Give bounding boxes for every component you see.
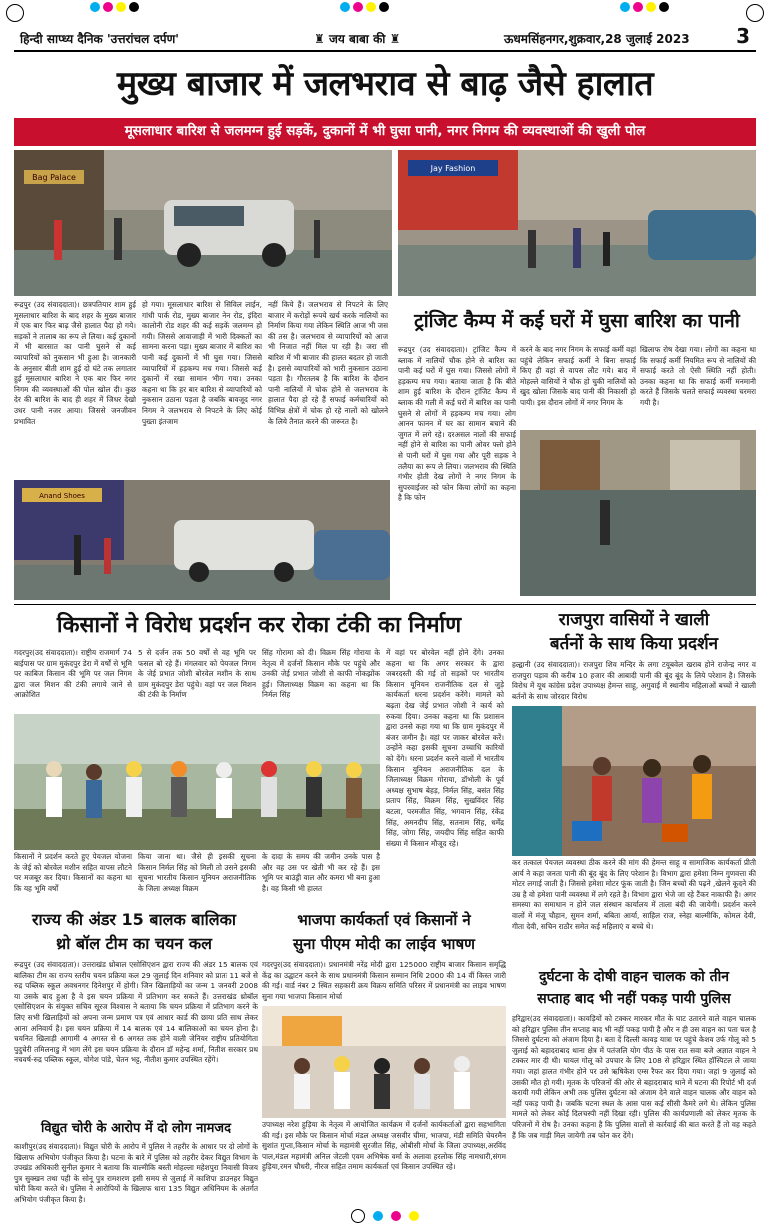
farmers-body-col2: 5 से दर्जन तक 50 वर्षों से वह भूमि पर फसल बो रहे हैं। मंगलवार को पेयजल निगम के जेई प्रभात जोशी बोरवेल मशीन के साथ ग्राम मुकंदपुर डेरा पहुंचे। वहां पर जल मिशन की टंकी के निर्माण xyxy=(138,648,256,700)
electricity-body: काशीपुर(उद संवाददाता)। विद्युत चोरी के आरोप में पुलिस ने तहरीर के आधार पर दो लोगों के खिलाफ अभियोग पंजीकृत किया है। घटना के बारे में पुलिस को तहरीर देकर विद्युत विभाग के उपखंड अधिकारी सुनील कुमार ने बताया कि वाल्मीकि बस्ती मोहल्ला महेशपुरा निवासी विजय पुत्र सुक्खन तथा पही के सोनू पुत्र रामशरण इसी समय से जुलाई में काशिपा डाउनहर विद्युत चोरी किया करते थे। पुलिस ने आरोपियों के खिलाफ धारा 135 विद्युत अधिनियम के अंतर्गत अभियोग पंजीकृत किया है। xyxy=(14,1142,258,1204)
rajpura-photo xyxy=(512,706,756,856)
farmers-caption-col2: किया जाना था। जैसे ही इसकी सूचना किसान निर्मल सिंह को मिली तो उसने इसकी सूचना भारतीय किसान यूनियन अराजनीतिक के जिला अध्यक्ष विक्रम xyxy=(138,852,256,893)
flood-photo-1 xyxy=(14,150,392,296)
transit-photo xyxy=(520,430,756,596)
lead-body-col3: नहीं किये हैं। जलभराव से निपटने के लिए बाजार में करोड़ों रूपये खर्च करके नालियों का निर्माण किया गया लेकिन स्थिति आज भी जस की तस है। जलभराव से व्यापारियों को आज भी निजात नहीं मिल पा रही है। जरा सी बारिश में भी बाजार की हालत बदतर हो जाती है। इससे व्यापारियों को भारी नुकसान उठाना पड़ता है। गौरतलब है कि बारिश के दौरान पानी नालियों में चोक होने से जलभराव के हालात पैदा हो रहे हैं सफाई कर्मचारियों को विभिन्न क्षेत्रों में चोक हो रहे नालों को खोलने के लिये तैनात करने की जरूरत है। xyxy=(268,300,388,426)
divider xyxy=(14,604,756,605)
color-dot xyxy=(391,1211,401,1221)
transit-body-col2: करने के बाद नगर निगम के सफाई कर्मी वहां पहुंचे लेकिन सफाई कर्मी ने बिना सफाई किए ही वहां से वापस लौट गये। बाद में मोहल्ले वासियों ने चौक हो चुकी नालियों को खुद खोला जिसके बाद पानी की निकासी हो पायी। इस दौरान लोगों में नगर निगम के xyxy=(520,345,636,407)
registration-mark xyxy=(746,4,764,22)
color-strip xyxy=(90,2,139,12)
rajpura-headline-line1: राजपुरा वासियों ने खाली xyxy=(558,610,710,630)
shop-sign: Jay Fashion xyxy=(430,164,476,173)
farmers-body-col4: में वहां पर बोरवेल नहीं होने देंगे। उनका कहना था कि अगर सरकार के द्वारा जबरदस्ती की गई तो सड़कों पर भारतीय किसान यूनियन राजनीतिक दल से जुड़े कार्यकर्ता धरना प्रदर्शन करेंगे। मामले को बढ़ता देख जेई प्रभात जोशी ने कार्य को रुकवा दिया। उनका कहना था कि प्रशासन द्वारा उनसे कहा गया था कि ग्राम मुकंदपुर में बंजर जमीन है। वहां पर जाकर बोरवेल करें। उन्होंने कहा इसकी सूचना उच्चाधि कारियों को देंगे। धरना प्रदर्शन करने वालों में भारतीय किसान यूनियन अराजनीतिक दल के जिलाध्यक्ष विक्रम गोराया, डॉभोली के पूर्व अध्यक्ष सुभाष बेहड़, निर्मल सिंह, बसंत सिंह प्रताप सिंह, विक्रम सिंह, सुखविंदर सिंह बटला, परमजीत सिंह, भगवान सिंह, रंकेंद्र सिंह, अमनदीप सिंह, सतनाम सिंह, धर्मेंद्र सिंह, जोगा सिंह, जयदीप सिंह सहित काफी संख्या में किसान मौजूद रहे। xyxy=(386,648,504,848)
lead-body-col2: हो गया। मूसलाधार बारिश से सिविल लाईन, गांधी पार्क रोड, मुख्य बाजार नेन रोड, इंदिरा कालोनी रोड शहर की कई सड़कें जलमग्न हो गयी। जिससे आवाजाही में भारी दिक्कतों का सामना करना पड़ा। मुख्य बाजार में बारिश का पानी कई दुकानों में भी घुस गया। जिससे व्यापारियों में हड़कम्प मच गया। जिससे कई दुकानों में रखा सामान भीग गया। उनका कहना था कि हर बार बारिश से व्यापारियों को नुकसान उठाना पड़ता है जबकि बावजूद नगर निगम ने जलभराव से निपटने के लिए कोई पुख्ता इंतजाम xyxy=(142,300,262,426)
shop-sign: Anand Shoes xyxy=(39,492,85,500)
girls-body: रूद्रपुर (उद संवाददाता)। उत्तराखंड थ्रोबाल एसोसिएशन द्वारा राज्य की अंडर 15 बालक एवं बालिका टीम का राज्य स्तरीय चयन प्रक्रिया कल 29 जुलाई दिन शनिवार को प्रातः 11 बजे से रुद्र पब्लिक स्कूल अवधनगर दिनेशपुर में होगी। जिन खिलाड़ियों का जन्म 1 जनवरी 2008 या उसके बाद हुआ है वे इस चयन प्रक्रिया में प्रतिभाग कर सकते हैं। उत्तराखंड थ्रोबॉल एसोसिएशन के संयुक्त सचिव सूरज विश्वास ने बताया कि चयन प्रक्रिया में प्रतिभाग करने के लिए सभी खिलाड़ियों को अपना जन्म प्रमाण पत्र एवं आधार कार्ड की छाया प्रति साथ लेकर आना अनिवार्य है। इस चयन प्रक्रिया में 14 बालक एवं 14 बालिकाओं का चयन होना है। चयनित खिलाड़ी आगामी 4 अगस्त से 6 अगस्त तक होने वाली जेनियर राष्ट्रीय प्रतियोगिता पुदुचेरी तमिलनाडु में भाग लेंगे इस चयन प्रक्रिया के दौरान डॉ महेन्द्र शर्मा, नितीश सरकार प्रथ नचवर्ष-रुद्र पब्लिक स्कूल, योगेश पांडे, चेतन भट्ट, नीतीश कुमार उपस्थित रहेंगे। xyxy=(14,960,258,1065)
slogan: ♜ जय बाबा की ♜ xyxy=(314,32,401,46)
bjp-headline-line2: सुना पीएम मोदी का लाईव भाषण xyxy=(293,935,475,953)
divider xyxy=(14,50,756,52)
color-strip xyxy=(620,2,669,12)
lamp-icon: ♜ xyxy=(389,32,401,46)
lead-body-col1: रूद्रपुर (उद संवाददाता)। छत्रपतियार शाम हुई मूसलाधार बारिश के बाद शहर के मुख्य बाजार में एक बार फिर बाढ़ जैसे हालात पैदा हो गये। सड़कों ने तालाब का रूप ले लिया। कई दुकानों में भी बारसात का पानी घुसने से कई व्यापारियों को नुकसान भी हुआ है। जानकारी के अनुसार बीती शाम हुई दो घंटे तक लगातार हुई मूसलाधार बारिश ने एक बार फिर नगर निगम की व्यवस्थाओं की पोल खोल दी। कुछ देर की बारिश के बाद ही शहर में जिधर देखो उधर पानी नजर आया। जिससे जनजीवन प्रभावित xyxy=(14,300,136,426)
registration-mark xyxy=(351,1209,365,1223)
footer-marks xyxy=(0,1206,770,1226)
girls-headline-line2: थ्रो बॉल टीम का चयन कल xyxy=(55,934,212,953)
electricity-headline: विद्युत चोरी के आरोप में दो लोग नामजद xyxy=(41,1121,231,1136)
registration-mark xyxy=(6,4,24,22)
bjp-headline-line1: भाजपा कार्यकर्ता एवं किसानों ने xyxy=(297,911,471,929)
transit-body-col1: रूद्रपुर (उद संवाददाता)। ट्रांजिट कैम्प में ब्लाक में नालियों चौक होने से बारिश का पानी कई घरों में घुस गया। जिससे लोगों में हड़कम्प मच गया। बताया जाता है कि बीते शाम हुई बारिश के दौरान ट्रांजिट कैम्प में ब्लाक की गली में कई घरों में बारिश का पानी घुसने से लोगों में हड़कम्प मच गया। लोग आनन फानन में घर का सामान बचाने की जुगत में लगे रहे। दरअसल नालों की सफाई नहीं होने से बारिश का पानी ओवर फ्लो होने से पानी घरों में घुस गया और पूरी सड़क ने तलैया का रूप ले लिया। जलभराव की स्थिति गंभीर होती देख लोगों ने नगर निगम के सुपरवाईजर को फोन किया लोगों का कहना है कि फोन xyxy=(398,345,516,503)
color-strip xyxy=(340,2,389,12)
rajpura-body: कर तत्काल पेयजल व्यवस्था ठीक करने की मांग की हेमन्त साहू व सामाजिक कार्यकर्ता प्रीती आर्य ने कहा जनता पानी की बूंद बूंद के लिए परेशान है। विभाग द्वारा हमेशा निम्न गुणवत्ता की मोटर लगाई जाती है। जिससे हमेशा मोटर फूंक जाती है। जिन बच्चों की पढ़ने ,खेलने कूदने की उम्र है वो हमेशा पानी व्यवस्था में लगे रहते है। विभाग द्वारा भेजे जा रहे टैंकर नाकाफी है। अगर समस्या का समाधान न होने जल संस्थान कार्यालय में ताला बंदी की जायेगी। प्रदर्शन करने वालों में मंजू चौहान, सुमन शर्मा, बबिता आर्या, साहिल राज, स्नेहा बाल्मीकि, कोमल देवी, गीता देवी, सचिन राठौर समेत कई महिलाएं व बच्चे थे। xyxy=(512,858,756,931)
rajpura-headline-line2: बर्तनों के साथ किया प्रदर्शन xyxy=(549,634,719,654)
accident-headline-line1: दुर्घटना के दोषी वाहन चालक को तीन xyxy=(538,969,730,985)
lead-headline: मुख्य बाजार में जलभराव से बाढ़ जैसे हालात xyxy=(116,64,654,104)
page-number: 3 xyxy=(736,24,750,48)
rajpura-intro: हल्द्वानी (उद संवाददाता)। राजपुरा शिव मन्दिर के लगा टयूबवेल खराब होने राजेन्द्र नगर व राजपुरा पड़ाव की करीब 10 हजार की आबादी पानी की बूंद बूंद के लिये परेशान है। जिसके विरोध में यूथ कांग्रेस प्रदेश उपाध्यक्ष हेमन्त साहू, अगुवाई में स्थानीय महिलाओं बच्चों ने खाली बर्तनों के साथ जोरदार विरोध xyxy=(512,660,756,701)
girls-headline-line1: राज्य की अंडर 15 बालक बालिका xyxy=(31,910,237,929)
dateline: ऊधमसिंहनगर,शुक्रवार,28 जुलाई 2023 xyxy=(504,32,690,46)
farmers-photo xyxy=(14,714,380,850)
accident-body: हरिद्वार(उद संवाददाता)। कावड़ियों को टक्कर मारकर मौत के घाट उतारने वाले वाहन चालक को हरिद्वार पुलिस तीन सप्ताह बाद भी नहीं पकड़ पायी है और न ही उस वाहन का पता चल है जिससे दुर्घटना को अंजाम दिया है। बता दें दिल्ली कावड़ यात्रा पर पहुंचे केशव उर्फ गोलू को 5 जुलाई को बहादराबाद थाना क्षेत्र में पतंजलि योग पीठ के पास रात सवा बजे अज्ञात वाहन ने टक्कर मार दी थी। घायल गोलू को उपचार के लिए 108 से हरिद्वार स्थित हॉस्पिटल ले जाया गया। जहां हालत गंभीर होने पर उसे ऋषिकेश एम्स रैफर कर दिया गया। जहां 9 जुलाई को उसकी मौत हो गयी। मृतक के परिजनों की ओर से बहादराबाद थाने में घटना की रिपोर्ट भी दर्ज करायी गयी लेकिन अभी तक पुलिस दुर्घटना को अंजाम देने वाले वाहन चालक और वाहन को नहीं पकड़ पायी है। जबकि घटना स्थल के आस पास कई सीसी कैमरे लगे थे। लेकिन पुलिस मामले को लेकर कोई दिलचस्पी नहीं दिखा रही। पुलिस की कार्यप्रणाली को लेकर मृतक के परिजनों में रोष है। उनका कहना है कि पुलिस वालों से कार्रवाई की बात करते हैं तो वह कहते हैं कि जब गाड़ी मिल जायेगी तब फोन कर देंगे। xyxy=(512,1014,756,1140)
transit-headline: ट्रांजिट कैम्प में कई घरों में घुसा बारिश का पानी xyxy=(414,310,740,332)
farmers-caption-col3: के दादा के समय की जमीन उनके पास है और वह उस पर खेती भी कर रहे हैं। इस भूमि पर बाउंड्री वाल और कमरा भी बना हुआ है। वह किसी भी हालत xyxy=(262,852,380,893)
farmers-caption-col1: किसानों ने प्रदर्शन करते हुए पेयजल योजना के जेई को बोरवेल मशीन सहित वापस लौटने पर मजबूर कर दिया। किसानों का कहना था कि यह भूमि वर्षों xyxy=(14,852,132,893)
transit-body-col3: खिलाफ रोष देखा गया। लोगों का कहना था कि सफाई कर्मी नियमित रूप से नालियों की सफाई करते तो ऐसी स्थिति नहीं होती। उनका कहना था कि सफाई कर्मी मनमानी करते हैं जिसके चलते सफाई व्यवस्था चरमरा गयी है। xyxy=(640,345,756,407)
flood-photo-3 xyxy=(14,480,390,600)
bjp-body: उपाध्यक्ष नरेश हुड़िया के नेतृत्व में आयोजित कार्यक्रम में दर्जनों कार्यकर्ताओं द्वारा सहभागिता की गई। इस मौके पर किसान मोर्चा मंडल अध्यक्ष जसवीर चीमा, भाजपा, मंडी समिति चेयरमैन सुशांत गुप्ता,किसान मोर्चा के महामंत्री सुरजीत सिंह, ओबीसी मोर्चा के जिला उपाध्यक्ष,अरविंद पाल,मंडल महामंत्री अनिल जेटली एवम अभिषेक वर्मा के अलावा हरलोक सिंह नामधारी,संगम हुड़िया,रमन चौधरी, नीरज सहित तमाम कार्यकर्ता एवं किसान उपस्थित रहे। xyxy=(262,1120,506,1172)
farmers-body-col1: गदरपुर(उद संवाददाता)। राष्ट्रीय राजमार्ग 74 बाईपास पर ग्राम मुकंदपुर डेरा में वर्षों से भूमि पर काबिज किसान की भूमि पर जल निगम द्वारा जल मिशन की टंकी लगाये जाने से आक्रोशित xyxy=(14,648,132,700)
shop-sign: Bag Palace xyxy=(32,173,76,182)
masthead xyxy=(14,26,756,48)
paper-name: हिन्दी साप्ध्य दैनिक 'उत्तरांचल दर्पण' xyxy=(20,32,179,46)
flood-photo-2 xyxy=(398,150,756,296)
bjp-intro: गदरपुर(उद संवाददाता)। प्रधानमंत्री नरेंद्र मोदी द्वारा 125000 राष्ट्रीय बाजार किसान समृद्धि केंद्र का उद्घाटन करने के साथ प्रधानमंत्री किसान सम्मान निधि 2000 की 14 वीं किस्त जारी की गई। वार्ड नंबर 2 स्थित सहकारी क्रय विक्रय समिति परिसर में प्रधानमंत्री का लाइव भाषण सुना गया भाजपा किसान मोर्चा xyxy=(262,960,506,1001)
lead-subheadline: मूसलाधार बारिश से जलमग्न हुई सड़कें, दुकानों में भी घुसा पानी, नगर निगम की व्यवस्थाओं की खुली पोल xyxy=(14,118,756,146)
bjp-photo xyxy=(262,1006,506,1118)
farmers-headline: किसानों ने विरोध प्रदर्शन कर रोका टंकी का निर्माण xyxy=(56,613,462,638)
color-dot xyxy=(373,1211,383,1221)
accident-headline-line2: सप्ताह बाद भी नहीं पकड़ पायी पुलिस xyxy=(537,991,731,1007)
color-dot xyxy=(409,1211,419,1221)
farmers-body-col3: सिंह गोरामा को दी। विक्रम सिंह गोराया के नेतृत्व में दर्जनों किसान मौके पर पहुंचे और उनकी जेई प्रभात जोशी से काफी नोकझोंक हुई। जिलाध्यक्ष विक्रम का कहना था कि निर्मल सिंह xyxy=(262,648,380,700)
lamp-icon: ♜ xyxy=(314,32,325,46)
